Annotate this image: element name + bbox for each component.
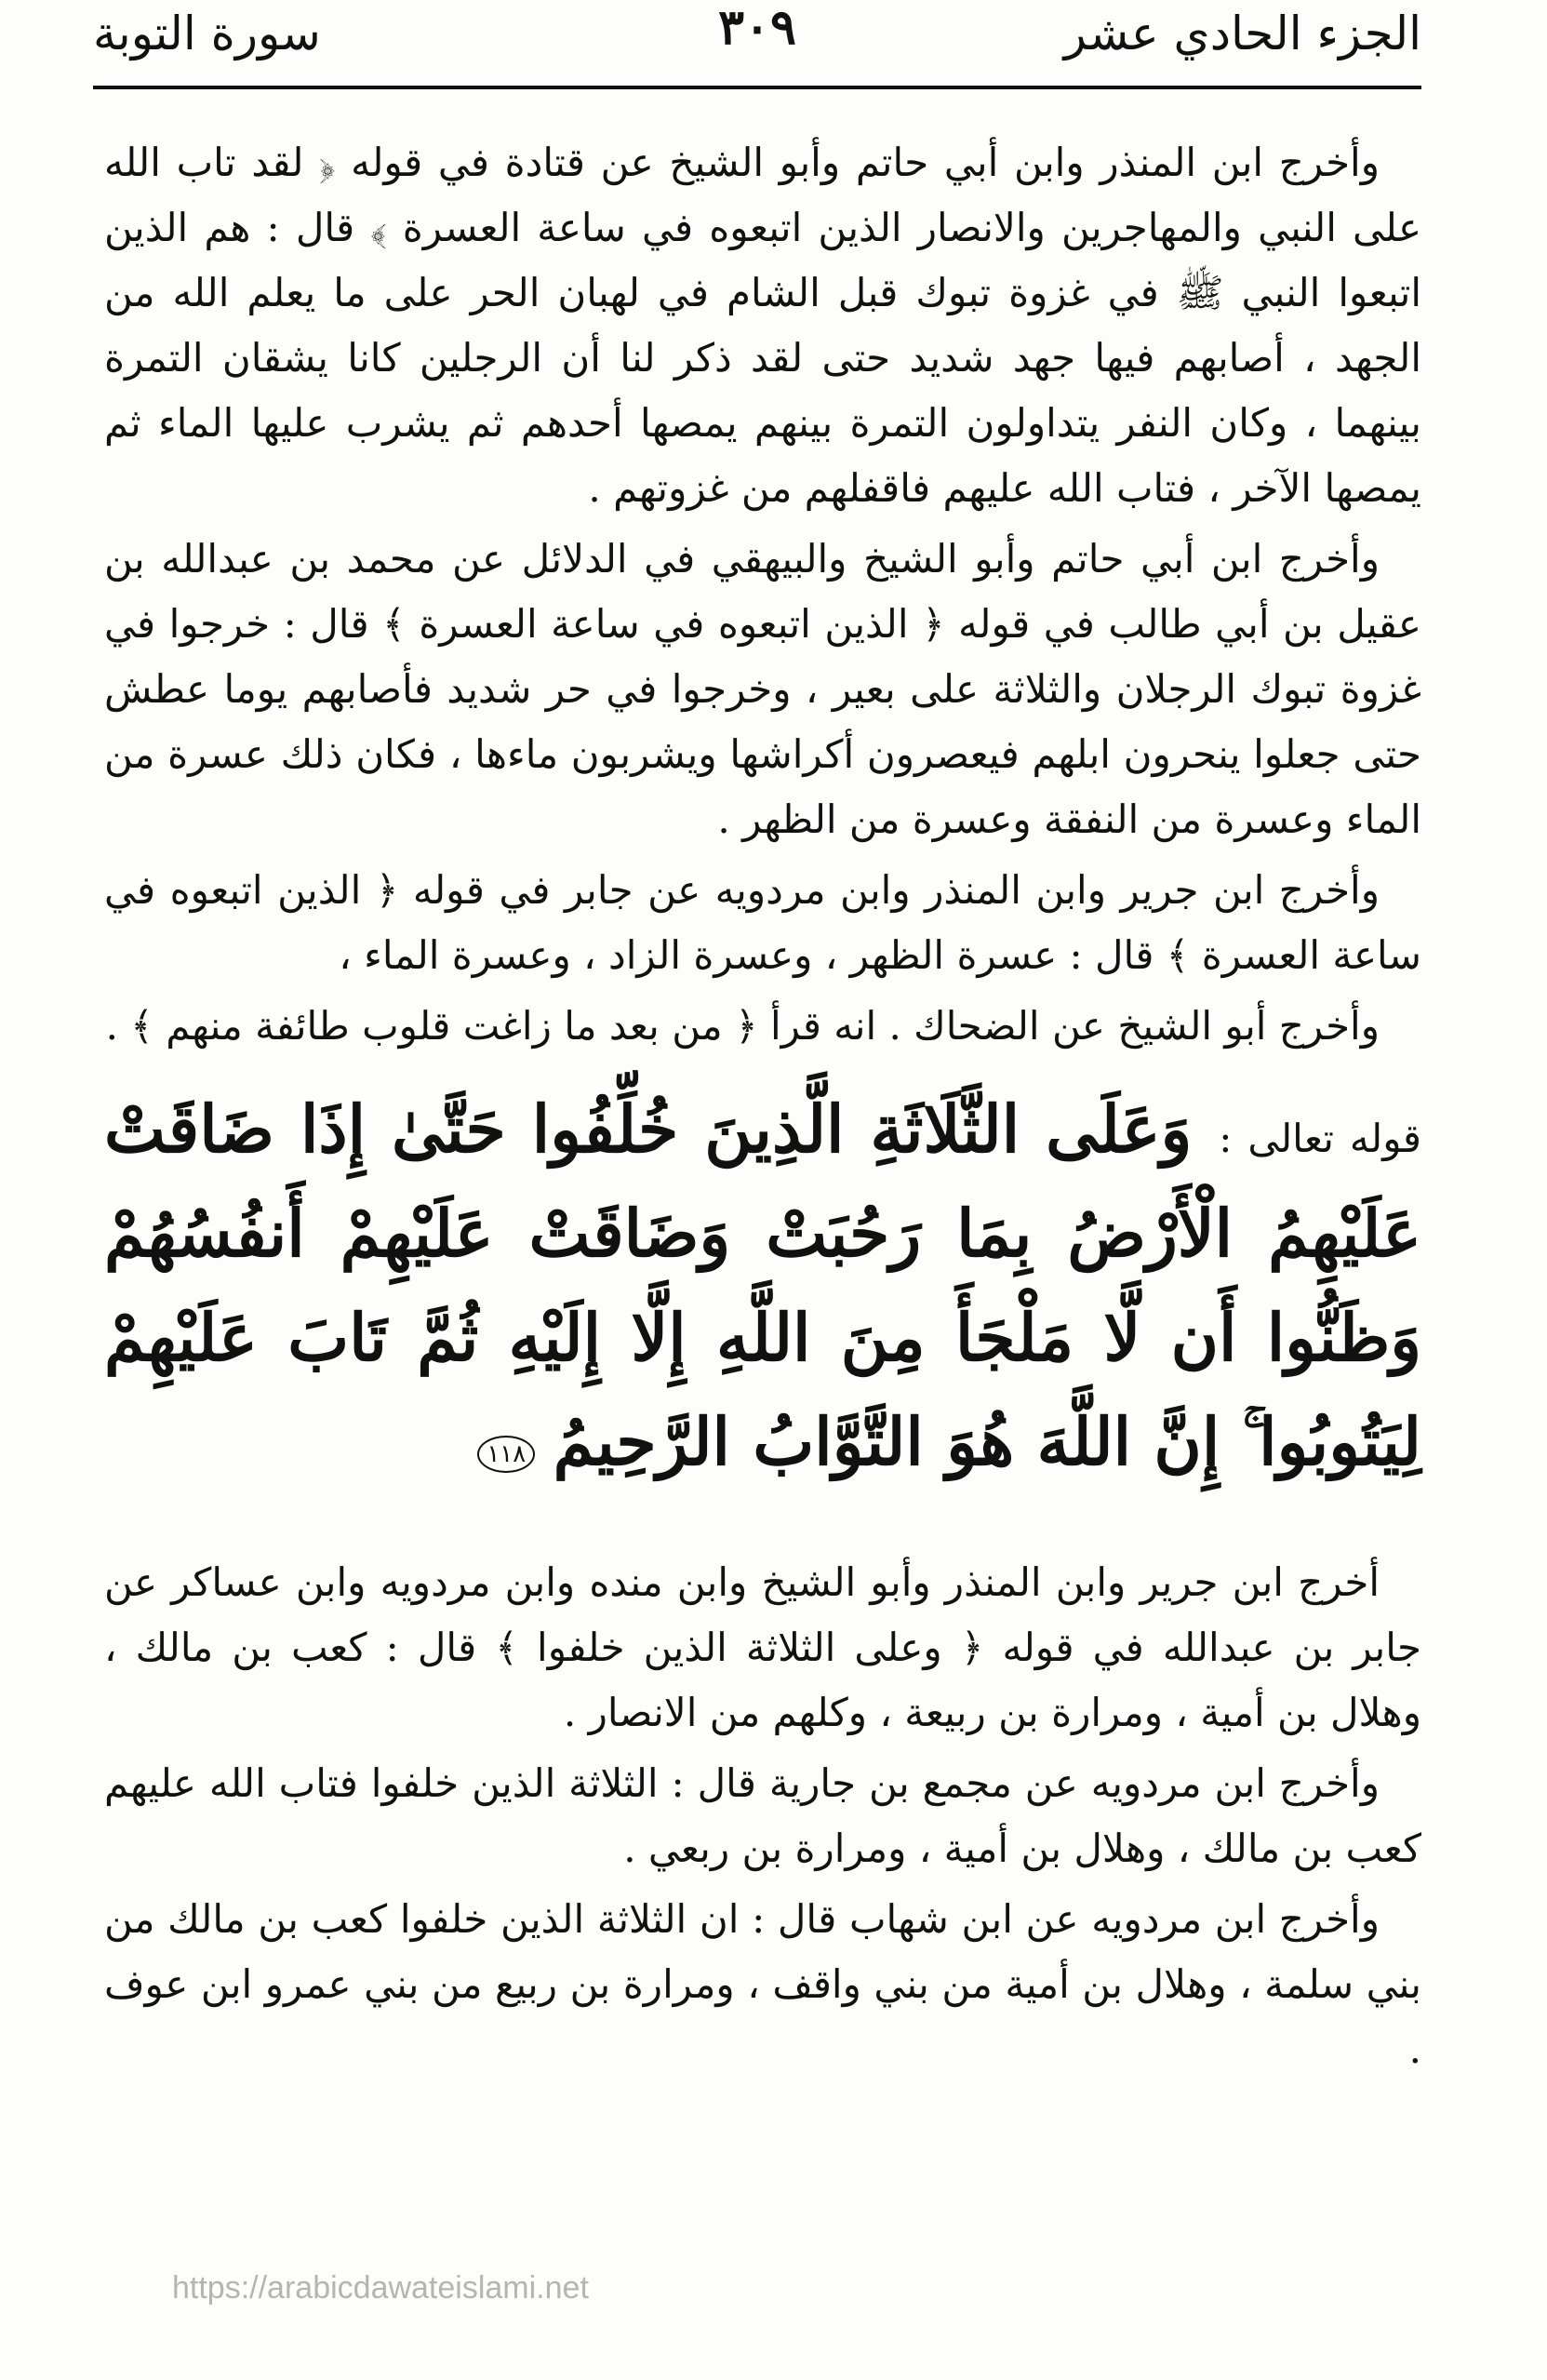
paragraph-7: وأخرج ابن مردويه عن ابن شهاب قال : ان الثلاثة الذين خلفوا كعب بن مالك من بني سلمة ، وهلال بن أمية من بني واقف ، ومرارة بن ربيع من بني عمرو ابن عوف .: [104, 1896, 1421, 2072]
paragraph-2: وأخرج ابن أبي حاتم وأبو الشيخ والبيهقي في الدلائل عن محمد بن عبدالله بن عقيل بن أبي طالب في قوله ﴿ الذين اتبعوه في ساعة العسرة ﴾ قال : خرجوا في غزوة تبوك الرجلان والثلاثة على بعير ، وخرجوا في حر شديد فأصابهم يوما عطش حتى جعلوا ينحرون ابلهم فيعصرون أكراشها ويشربون ماءها ، فكان ذلك عسرة من الماء وعسرة من النفقة وعسرة من الظهر .: [104, 536, 1421, 842]
juz-title: الجزء الحادي عشر: [1063, 7, 1421, 60]
verse-intro: قوله تعالى :: [1219, 1116, 1421, 1161]
paragraph-1: وأخرج ابن المنذر وابن أبي حاتم وأبو الشيخ عن قتادة في قوله ﴿ لقد تاب الله على النبي والمهاجرين والانصار الذين اتبعوه في ساعة العسرة ﴾ قال : هم الذين اتبعوا النبي ﷺ في غزوة تبوك قبل الشام في لهبان الحر على ما يعلم الله من الجهد ، أصابهم فيها جهد شديد حتى لقد ذكر لنا أن الرجلين كانا يشقان التمرة بينهما ، وكان النفر يتداولون التمرة بينهم يمصها أحدهم ثم يشرب عليها الماء ثم يمصها الآخر ، فتاب الله عليهم فاقفلهم من غزوتهم .: [104, 140, 1421, 511]
paragraph-3: وأخرج ابن جرير وابن المنذر وابن مردويه عن جابر في قوله ﴿ الذين اتبعوه في ساعة العسرة ﴾ قال : عسرة الظهر ، وعسرة الزاد ، وعسرة الماء ،: [104, 867, 1421, 978]
surah-title: سورة التوبة: [93, 7, 321, 60]
header-divider: [93, 86, 1421, 89]
page-body: [104, 130, 1421, 2088]
page-number: ٣٠٩: [718, 0, 796, 56]
verse-number: ١١٨: [477, 1436, 535, 1473]
paragraph-5: أخرج ابن جرير وابن المنذر وأبو الشيخ وابن منده وابن مردويه وابن عساكر عن جابر بن عبدالله في قوله ﴿ وعلى الثلاثة الذين خلفوا ﴾ قال : كعب بن مالك ، وهلال بن أمية ، ومرارة بن ربيعة ، وكلهم من الانصار .: [104, 1559, 1421, 1735]
watermark-url: https://arabicdawateislami.net: [172, 2270, 589, 2306]
paragraph-6: وأخرج ابن مردويه عن مجمع بن جارية قال : الثلاثة الذين خلفوا فتاب الله عليهم كعب بن مالك ، وهلال بن أمية ، ومرارة بن ربعي .: [104, 1760, 1421, 1871]
page-header: [93, 0, 1421, 84]
verse-text: وَعَلَى الثَّلَاثَةِ الَّذِينَ خُلِّفُوا حَتَّىٰ إِذَا ضَاقَتْ عَلَيْهِمُ الْأَرْضُ بِمَا رَحُبَتْ وَضَاقَتْ عَلَيْهِمْ أَنفُسُهُمْ وَظَنُّوا أَن لَّا مَلْجَأَ مِنَ اللَّهِ إِلَّا إِلَيْهِ ثُمَّ تَابَ عَلَيْهِمْ لِيَتُوبُوا ۚ إِنَّ اللَّهَ هُوَ التَّوَّابُ الرَّحِيمُ: [104, 1090, 1421, 1480]
paragraph-4: وأخرج أبو الشيخ عن الضحاك . انه قرأ ﴿ من بعد ما زاغت قلوب طائفة منهم ﴾ .: [105, 1003, 1380, 1049]
quran-verse: [104, 1077, 1421, 1494]
